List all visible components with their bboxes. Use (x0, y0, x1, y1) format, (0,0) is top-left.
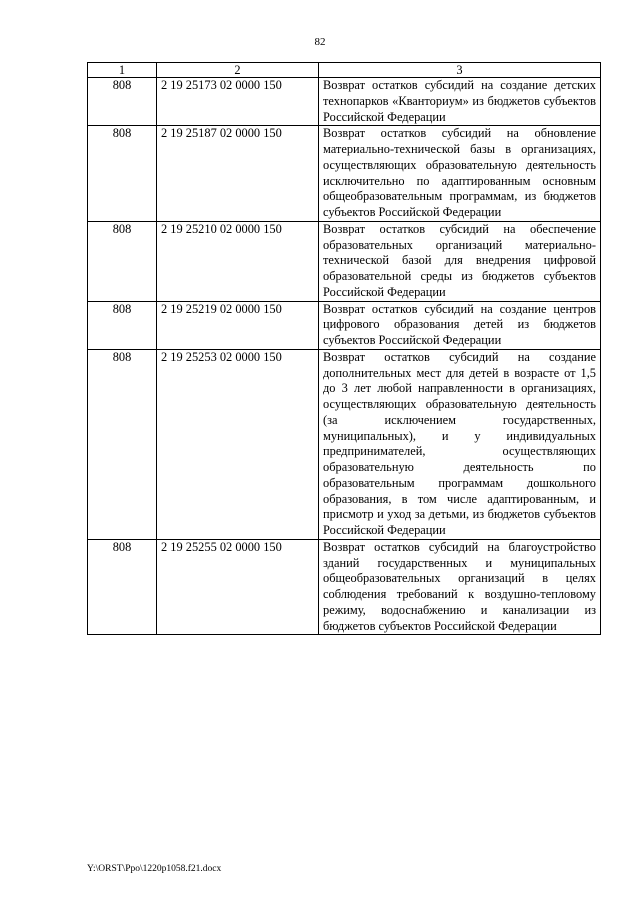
table-row (88, 78, 601, 126)
kbk-code-cell: 2 19 25219 02 0000 150 (157, 301, 319, 349)
table-row (88, 221, 601, 301)
admin-code-cell: 808 (88, 539, 157, 635)
admin-code-cell: 808 (88, 221, 157, 301)
kbk-code-cell: 2 19 25173 02 0000 150 (157, 78, 319, 126)
description-cell: Возврат остатков субсидий на создание центров цифрового образования детей из бюджетов субъектов Российской Федерации (319, 301, 601, 349)
table-header-row (88, 63, 601, 78)
kbk-code-cell: 2 19 25255 02 0000 150 (157, 539, 319, 635)
page-number: 82 (314, 36, 326, 48)
column-header-1: 1 (88, 63, 157, 78)
column-header-2: 2 (157, 63, 319, 78)
description-cell: Возврат остатков субсидий на благоустройство зданий государственных и муниципальных общеобразовательных организаций в целях соблюдения требований к воздушно-тепловому режиму, водоснабжению и канализации из бюджетов субъектов Российской Федерации (319, 539, 601, 635)
admin-code-cell: 808 (88, 349, 157, 539)
kbk-code-cell: 2 19 25253 02 0000 150 (157, 349, 319, 539)
description-cell: Возврат остатков субсидий на создание дополнительных мест для детей в возрасте от 1,5 до 3 лет любой направленности в организациях, осуществляющих образовательную деятельность (за исключением государственных, муниципальных), и у индивидуальных предпринимателей, осуществляющих образовательную деятельность по образовательным программам дошкольного образования, в том числе адаптированным, и присмотр и уход за детьми, из бюджетов субъектов Российской Федерации (319, 349, 601, 539)
admin-code-cell: 808 (88, 301, 157, 349)
table-row (88, 539, 601, 635)
table-row (88, 301, 601, 349)
table-row (88, 126, 601, 222)
admin-code-cell: 808 (88, 78, 157, 126)
kbk-code-cell: 2 19 25187 02 0000 150 (157, 126, 319, 222)
table-row (88, 349, 601, 539)
column-header-3: 3 (319, 63, 601, 78)
budget-classification-table (87, 62, 601, 635)
kbk-code-cell: 2 19 25210 02 0000 150 (157, 221, 319, 301)
admin-code-cell: 808 (88, 126, 157, 222)
description-cell: Возврат остатков субсидий на обновление материально-технической базы в организациях, осуществляющих образовательную деятельность исключительно по адаптированным основным общеобразовательным программам, из бюджетов субъектов Российской Федерации (319, 126, 601, 222)
document-file-path: Y:\ORST\Ppo\1220p1058.f21.docx (87, 864, 222, 874)
description-cell: Возврат остатков субсидий на обеспечение образовательных организаций материально-технической базой для внедрения цифровой образовательной среды из бюджетов субъектов Российской Федерации (319, 221, 601, 301)
description-cell: Возврат остатков субсидий на создание детских технопарков «Кванториум» из бюджетов субъектов Российской Федерации (319, 78, 601, 126)
